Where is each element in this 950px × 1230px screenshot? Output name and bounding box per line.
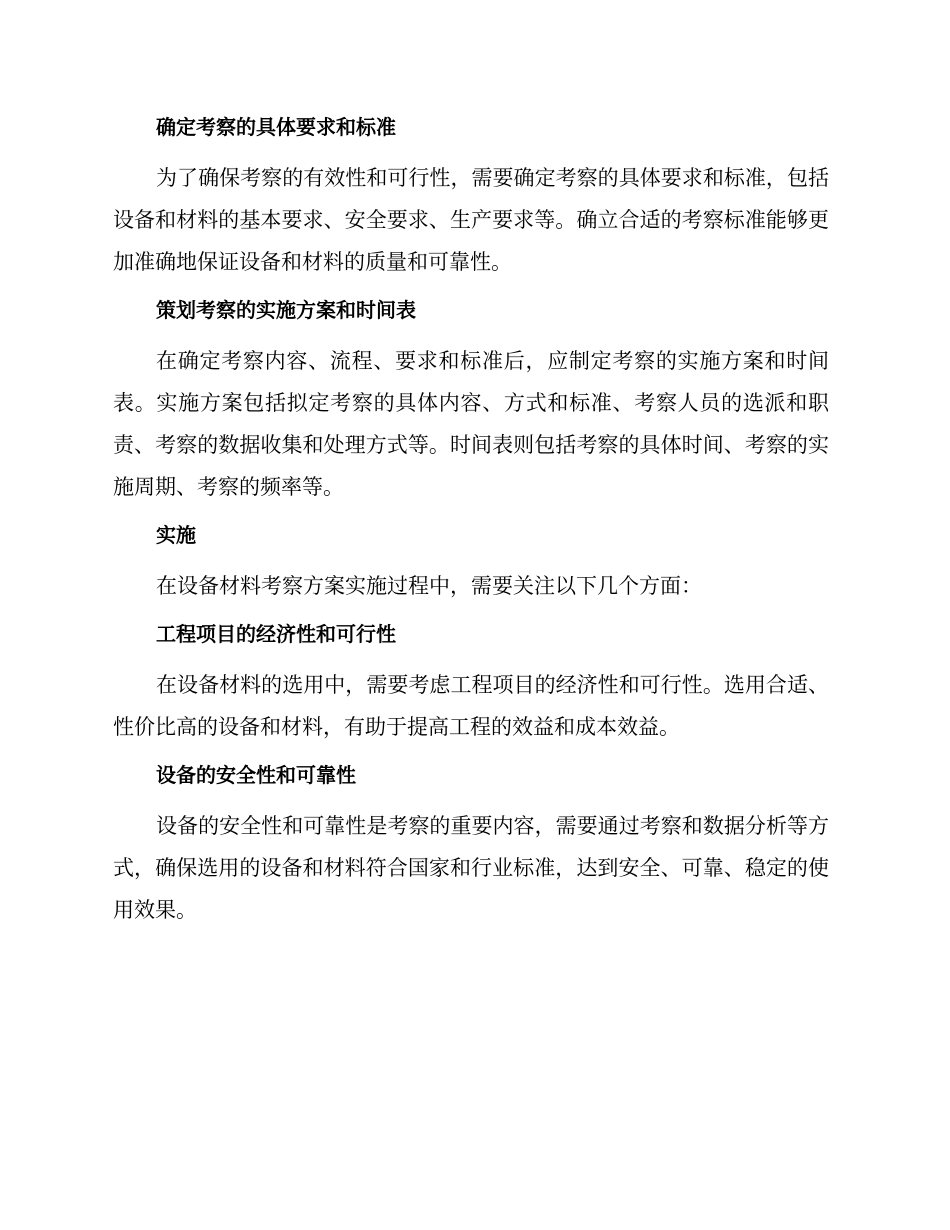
section-heading: 设备的安全性和可靠性 bbox=[156, 763, 356, 787]
section-heading: 工程项目的经济性和可行性 bbox=[156, 622, 396, 646]
section-heading: 策划考察的实施方案和时间表 bbox=[156, 298, 416, 322]
section-heading: 实施 bbox=[156, 523, 196, 547]
section-paragraph: 为了确保考察的有效性和可行性，需要确定考察的具体要求和标准，包括设备和材料的基本要求、安全要求、生产要求等。确立合适的考察标准能够更加准确地保证设备和材料的质量和可靠性。 bbox=[113, 166, 829, 274]
section-heading: 确定考察的具体要求和标准 bbox=[156, 115, 396, 139]
section-paragraph: 在设备材料考察方案实施过程中，需要关注以下几个方面： bbox=[156, 574, 702, 598]
section-paragraph: 在确定考察内容、流程、要求和标准后，应制定考察的实施方案和时间表。实施方案包括拟定考察的具体内容、方式和标准、考察人员的选派和职责、考察的数据收集和处理方式等。时间表则包括考察的具体时间、考察的实施周期、考察的频率等。 bbox=[113, 349, 829, 499]
section-paragraph: 设备的安全性和可靠性是考察的重要内容，需要通过考察和数据分析等方式，确保选用的设备和材料符合国家和行业标准，达到安全、可靠、稳定的使用效果。 bbox=[113, 814, 829, 922]
section-paragraph: 在设备材料的选用中，需要考虑工程项目的经济性和可行性。选用合适、性价比高的设备和材料，有助于提高工程的效益和成本效益。 bbox=[113, 673, 829, 739]
